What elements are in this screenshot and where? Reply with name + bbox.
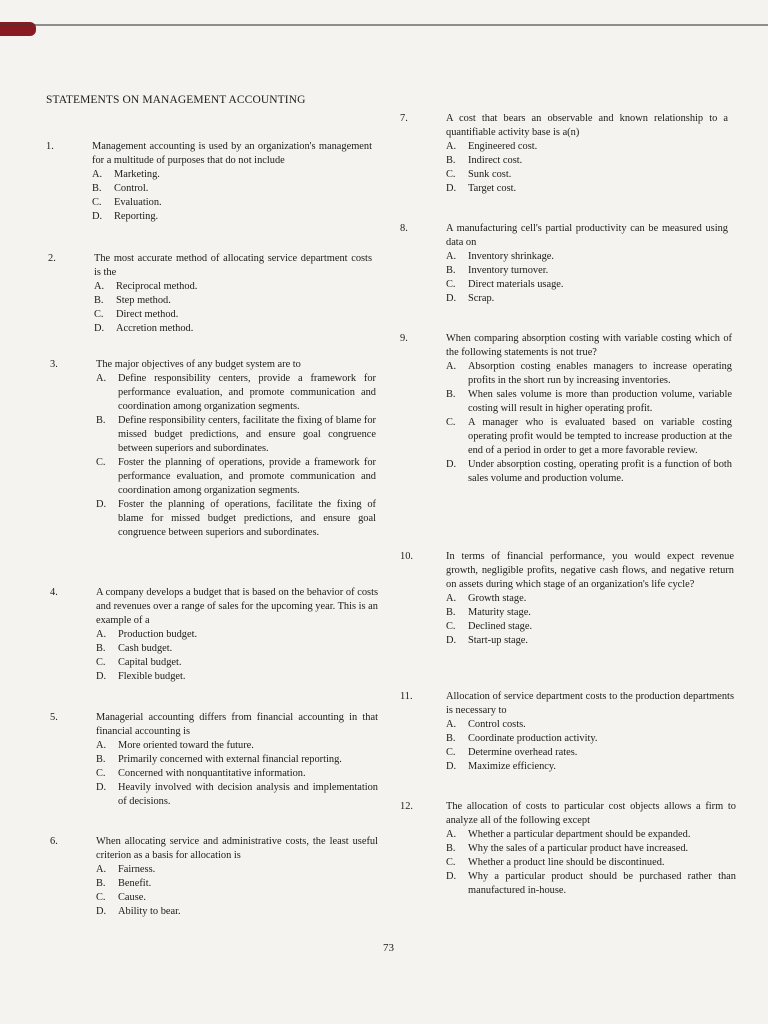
option-letter: A. [96, 373, 107, 384]
answer-option [96, 905, 378, 919]
answer-option [446, 388, 732, 416]
option-text: Direct materials usage. [468, 279, 564, 290]
option-letter: A. [446, 361, 457, 372]
option-text: Declined stage. [468, 621, 533, 632]
answer-option [446, 360, 732, 388]
question-number: 10. [400, 551, 413, 562]
answer-option [446, 870, 736, 898]
option-letter: A. [96, 629, 107, 640]
answer-option [446, 168, 728, 182]
answer-option [446, 856, 736, 870]
option-letter: D. [446, 293, 457, 304]
option-text: Reciprocal method. [116, 281, 198, 292]
question-4 [50, 586, 378, 684]
answer-option [96, 767, 378, 781]
option-text: Primarily concerned with external financial reporting. [118, 754, 342, 765]
option-letter: C. [94, 309, 104, 320]
page-title: STATEMENTS ON MANAGEMENT ACCOUNTING [46, 94, 306, 106]
option-text: Start-up stage. [468, 635, 529, 646]
option-text: Inventory turnover. [468, 265, 549, 276]
option-text: Production budget. [118, 629, 198, 640]
option-letter: D. [446, 871, 457, 882]
option-letter: A. [446, 719, 457, 730]
option-text: Cash budget. [118, 643, 173, 654]
option-letter: B. [446, 843, 456, 854]
answer-option [446, 620, 734, 634]
answer-option [96, 863, 378, 877]
option-letter: D. [446, 635, 457, 646]
question-stem: When comparing absorption costing with variable costing which of the following statements is not true? [446, 333, 732, 358]
answer-option [446, 746, 734, 760]
answer-option [96, 891, 378, 905]
answer-option [446, 182, 728, 196]
question-number: 7. [400, 113, 408, 124]
option-letter: D. [94, 323, 105, 334]
question-1 [46, 140, 372, 224]
option-letter: A. [96, 740, 107, 751]
question-number: 2. [48, 253, 56, 264]
answer-option [96, 456, 376, 498]
option-letter: B. [446, 155, 456, 166]
answer-option [446, 278, 728, 292]
answer-option [446, 458, 732, 486]
option-letter: A. [446, 829, 457, 840]
option-text: Target cost. [468, 183, 517, 194]
option-letter: A. [446, 593, 457, 604]
option-text: Capital budget. [118, 657, 182, 668]
question-stem: Managerial accounting differs from financial accounting in that financial accounting is [96, 712, 378, 737]
answer-option [446, 828, 736, 842]
option-text: Why a particular product should be purchased rather than manufactured in-house. [468, 871, 736, 896]
answer-option [96, 414, 376, 456]
option-letter: D. [446, 761, 457, 772]
answer-option [94, 322, 372, 336]
option-text: Define responsibility centers, provide a framework for performance evaluation, and promote communication and coordination among organization segments. [118, 373, 376, 412]
question-number: 6. [50, 836, 58, 847]
option-letter: D. [446, 459, 457, 470]
answer-option [92, 196, 372, 210]
option-letter: C. [96, 657, 106, 668]
option-text: Marketing. [114, 169, 160, 180]
option-letter: C. [96, 768, 106, 779]
answer-option [96, 642, 378, 656]
question-5 [50, 711, 378, 809]
answer-option [446, 416, 732, 458]
question-stem: The allocation of costs to particular cost objects allows a firm to analyze all of the following except [446, 801, 736, 826]
option-letter: D. [96, 906, 107, 917]
option-text: Step method. [116, 295, 171, 306]
question-stem: In terms of financial performance, you would expect revenue growth, negligible profits, negative cash flows, and negative return on assets during which stage of an organization's life cycle? [446, 551, 734, 590]
answer-option [96, 628, 378, 642]
answer-option [92, 210, 372, 224]
option-text: Accretion method. [116, 323, 194, 334]
option-letter: C. [92, 197, 102, 208]
question-number: 8. [400, 223, 408, 234]
option-text: Growth stage. [468, 593, 527, 604]
option-text: Maximize efficiency. [468, 761, 556, 772]
question-7 [400, 112, 728, 196]
answer-option [96, 781, 378, 809]
question-12 [400, 800, 736, 898]
option-text: Foster the planning of operations, provide a framework for performance evaluation, and promote communication and coordination among organization segments. [118, 457, 376, 496]
answer-option [446, 606, 734, 620]
option-letter: C. [96, 457, 106, 468]
option-text: Whether a particular department should be expanded. [468, 829, 691, 840]
option-text: Control. [114, 183, 149, 194]
question-stem: A company develops a budget that is based on the behavior of costs and revenues over a range of sales for the upcoming year. This is an example of a [96, 587, 378, 626]
question-number: 5. [50, 712, 58, 723]
answer-option [446, 760, 734, 774]
option-text: Indirect cost. [468, 155, 523, 166]
answer-option [92, 182, 372, 196]
option-text: Foster the planning of operations, facilitate the fixing of blame for missed budget predictions, and ensure goal congruence between superiors and subordinates. [118, 499, 376, 538]
option-text: A manager who is evaluated based on variable costing operating profit would be tempted to increase production at the end of a period in order to get a more favorable review. [468, 417, 732, 456]
answer-option [446, 732, 734, 746]
question-11 [400, 690, 734, 774]
answer-option [446, 140, 728, 154]
question-stem: When allocating service and administrative costs, the least useful criterion as a basis for allocation is [96, 836, 378, 861]
option-text: Absorption costing enables managers to increase operating profits in the short run by increasing inventories. [468, 361, 732, 386]
option-text: Inventory shrinkage. [468, 251, 554, 262]
option-text: Reporting. [114, 211, 159, 222]
option-letter: B. [92, 183, 102, 194]
scan-top-rule [0, 24, 768, 26]
question-number: 1. [46, 141, 54, 152]
option-text: Benefit. [118, 878, 152, 889]
option-text: Whether a product line should be discontinued. [468, 857, 665, 868]
option-text: Coordinate production activity. [468, 733, 598, 744]
option-letter: A. [94, 281, 105, 292]
option-text: Evaluation. [114, 197, 162, 208]
question-6 [50, 835, 378, 919]
answer-option [96, 656, 378, 670]
option-letter: A. [446, 251, 457, 262]
question-number: 12. [400, 801, 413, 812]
question-number: 9. [400, 333, 408, 344]
question-stem: Allocation of service department costs to the production departments is necessary to [446, 691, 734, 716]
option-letter: D. [446, 183, 457, 194]
option-letter: D. [92, 211, 103, 222]
option-letter: A. [446, 141, 457, 152]
question-number: 3. [50, 359, 58, 370]
option-letter: C. [96, 892, 106, 903]
question-10 [400, 550, 734, 648]
answer-option [94, 294, 372, 308]
option-text: Define responsibility centers, facilitate the fixing of blame for missed budget predictions, and ensure goal congruence between superiors and subordinates. [118, 415, 376, 454]
option-text: Heavily involved with decision analysis and implementation of decisions. [118, 782, 378, 807]
answer-option [94, 280, 372, 294]
question-stem: The most accurate method of allocating service department costs is the [94, 253, 372, 278]
option-text: Fairness. [118, 864, 156, 875]
option-text: Under absorption costing, operating profit is a function of both sales volume and production volume. [468, 459, 732, 484]
option-text: Cause. [118, 892, 146, 903]
answer-option [446, 592, 734, 606]
option-letter: C. [446, 417, 456, 428]
option-text: Determine overhead rates. [468, 747, 578, 758]
option-letter: B. [446, 389, 456, 400]
option-letter: B. [446, 607, 456, 618]
answer-option [446, 718, 734, 732]
question-number: 4. [50, 587, 58, 598]
answer-option [446, 842, 736, 856]
option-letter: B. [96, 643, 106, 654]
option-text: Maturity stage. [468, 607, 531, 618]
question-9 [400, 332, 732, 486]
option-text: Why the sales of a particular product have increased. [468, 843, 689, 854]
option-text: Concerned with nonquantitative information. [118, 768, 306, 779]
question-number: 11. [400, 691, 413, 702]
option-letter: B. [446, 265, 456, 276]
option-letter: B. [96, 878, 106, 889]
option-text: Ability to bear. [118, 906, 181, 917]
answer-option [92, 168, 372, 182]
option-letter: B. [96, 754, 106, 765]
question-3 [50, 358, 376, 540]
option-letter: B. [96, 415, 106, 426]
question-8 [400, 222, 728, 306]
answer-option [96, 877, 378, 891]
question-stem: Management accounting is used by an organization's management for a multitude of purposes that do not include [92, 141, 372, 166]
option-letter: D. [96, 671, 107, 682]
option-letter: B. [94, 295, 104, 306]
option-letter: C. [446, 747, 456, 758]
option-letter: C. [446, 169, 456, 180]
option-letter: A. [96, 864, 107, 875]
answer-option [446, 292, 728, 306]
question-stem: A manufacturing cell's partial productivity can be measured using data on [446, 223, 728, 248]
option-text: When sales volume is more than production volume, variable costing will result in higher operating profit. [468, 389, 732, 414]
answer-option [446, 250, 728, 264]
question-2 [48, 252, 372, 336]
option-letter: B. [446, 733, 456, 744]
answer-option [94, 308, 372, 322]
answer-option [96, 753, 378, 767]
answer-option [96, 498, 376, 540]
option-text: Control costs. [468, 719, 526, 730]
question-stem: A cost that bears an observable and known relationship to a quantifiable activity base is a(n) [446, 113, 728, 138]
option-text: More oriented toward the future. [118, 740, 254, 751]
option-text: Engineered cost. [468, 141, 538, 152]
answer-option [96, 670, 378, 684]
option-text: Flexible budget. [118, 671, 186, 682]
option-letter: C. [446, 857, 456, 868]
option-text: Direct method. [116, 309, 179, 320]
option-letter: D. [96, 499, 107, 510]
option-letter: C. [446, 279, 456, 290]
answer-option [96, 372, 376, 414]
answer-option [96, 739, 378, 753]
option-text: Sunk cost. [468, 169, 512, 180]
answer-option [446, 154, 728, 168]
option-text: Scrap. [468, 293, 495, 304]
option-letter: A. [92, 169, 103, 180]
option-letter: C. [446, 621, 456, 632]
question-stem: The major objectives of any budget system are to [96, 359, 301, 370]
option-letter: D. [96, 782, 107, 793]
answer-option [446, 264, 728, 278]
page-number: 73 [383, 942, 394, 954]
answer-option [446, 634, 734, 648]
